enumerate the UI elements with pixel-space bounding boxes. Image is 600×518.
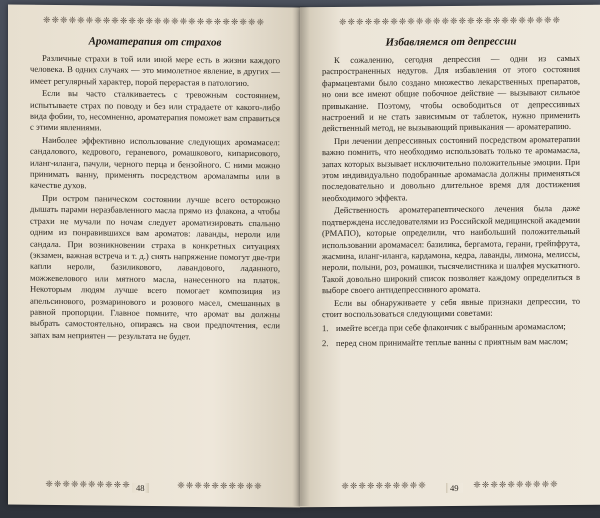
book-gutter <box>292 6 310 506</box>
ornament-right: ❈❈❈❈❈❈❈❈❈❈ <box>177 480 263 492</box>
ornament-right: ❈❈❈❈❈❈❈❈❈❈ <box>473 479 559 490</box>
left-page <box>8 4 300 507</box>
list-number: 2. <box>322 337 329 348</box>
paragraph: Действенность ароматерапевтического лечения была даже подтверждена исследователями из Российской медицинской академии (РМАПО), которые определили, что наибольший положительный использовании аромамасел: базилика, бергамота, герани, грейпфрута, жасмина, иланг-иланга, кардамона, кедра, лаванды, лимона, мелиссы, нероли, полыни, роз, ромашки, тысячелистника и шалфея мускатного. Такой довольно широкий список позволяет каждому определиться в выборе своего антидепрессивного аромата. <box>322 203 580 296</box>
right-page <box>300 5 600 508</box>
list-number: 1. <box>322 323 329 334</box>
paragraph: Наиболее эффективно использование следующих аромамасел: сандалового, кедрового, гераневого, ромашкового, кипарисового, иланг-иланга, пачули, черного перца и бензойного. С ними можно принимать ванну, применять посредством аромалампы или в качестве духов. <box>30 134 280 191</box>
open-book <box>8 6 594 512</box>
ornament-top: ❈❈❈❈❈❈❈❈❈❈❈❈❈❈❈❈❈❈❈❈❈❈❈❈❈❈ <box>338 15 562 27</box>
page-text <box>322 53 580 351</box>
list-item <box>322 336 580 350</box>
paragraph: Если вы часто сталкиваетесь с тревожным состоянием, испытываете страх по поводу и без или страдаете от какого-либо вида фобии, то, несомненно, ароматерапия поможет вам справиться с этими явлениями. <box>30 88 280 133</box>
ornament-bottom <box>24 479 284 492</box>
ornament-left: ❈❈❈❈❈❈❈❈❈❈ <box>45 478 131 490</box>
list-item <box>322 321 580 335</box>
page-number: 48 <box>132 483 149 493</box>
page-heading: Ароматерапия от страхов <box>88 35 222 49</box>
paragraph: При остром паническом состоянии лучше всего осторожно дышать парами неразбавленного масла прямо из флакона, а чтобы страхи не мучали по ночам следует ароматизировать спальню одним из понравившихся вам ароматов: лаванды, нероли или сандала. При возникновении страха в конкретных ситуациях (экзамен, важная встреча и т. д.) снять напряжение помогут две-три капли нероли, базиликового, лавандового, ладанного, можжевелового или мятного масла, нанесенного на платок. Некоторым людям лучше всего помогает композиция из апельсинового, розмаринового и розового масел, смешанных в равной пропорции. Главное помните, что аромат вы должны выбрать самостоятельно, опираясь на свои предпочтения, если запах вам неприятен — результата не будет. <box>30 192 280 342</box>
list-text: перед сном принимайте теплые ванны с приятным вам маслом; <box>336 335 569 348</box>
page-number: 49 <box>446 483 463 493</box>
list-text: имейте всегда при себе флакончик с выбранным аромамаслом; <box>336 321 566 334</box>
paragraph: При лечении депрессивных состояний посредством ароматерапии важно помнить, что необходимо использовать только те аромамасла, запах которых вызывает исключительно положительные эмоции. При этом индивидуально подобранные аромамасла должны применяться последовательно и довольно длительное время для достижения необходимого эффекта. <box>322 133 580 203</box>
page-text <box>30 53 280 345</box>
paragraph: Если вы обнаруживаете у себя явные признаки депрессии, то стоит воспользоваться следующими советами: <box>322 295 580 320</box>
paragraph: К сожалению, сегодня депрессия — одни из самых распространенных недугов. Для избавления от этого состояния фармацевтами было создано множество лекарственных препаратов, но они все имеют общие побочное действие — вызывают сильное привыкание. Поэтому, чтобы освободиться от депрессивных настроений и не стать зависимым от таблеток, нужно применить действенный метод, не вызывающий привыкания — ароматерапию. <box>322 52 580 134</box>
ornament-top: ❈❈❈❈❈❈❈❈❈❈❈❈❈❈❈❈❈❈❈❈❈❈❈❈❈❈ <box>42 14 266 28</box>
ornament-left: ❈❈❈❈❈❈❈❈❈❈ <box>341 480 427 491</box>
page-heading: Избавляемся от депрессии <box>385 35 517 49</box>
paragraph: Различные страхи в той или иной мере есть в жизни каждого человека. В одних случаях — это мимолетное явление, в других — имеет регулярный характер, порой перерастая в патологию. <box>30 52 280 88</box>
